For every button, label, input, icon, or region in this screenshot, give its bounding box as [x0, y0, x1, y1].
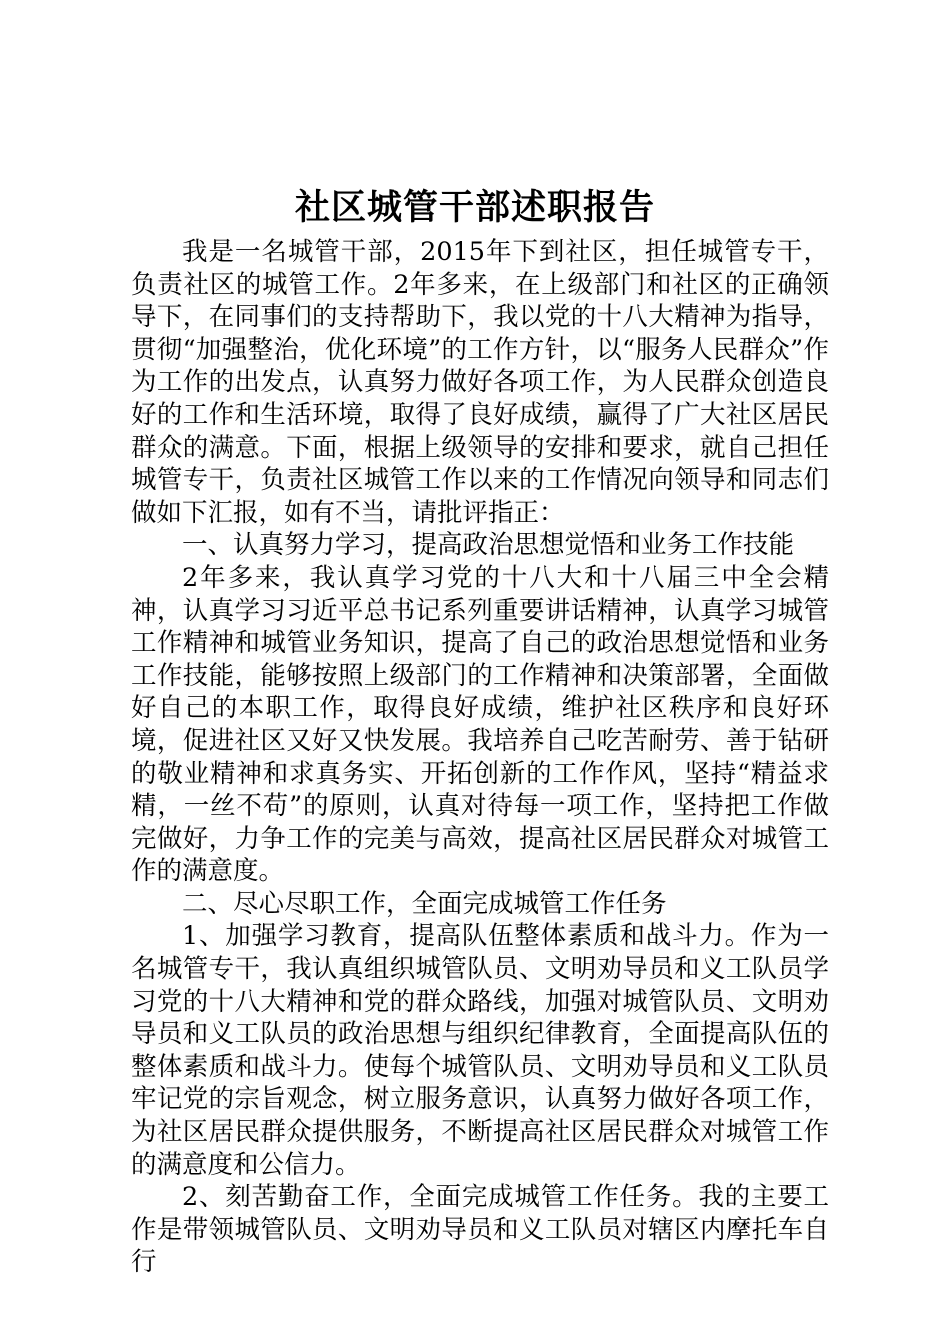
section-heading-2: 二、尽心尽职工作，全面完成城管工作任务	[182, 888, 667, 919]
section-heading-1: 一、认真努力学习，提高政治思想觉悟和业务工作技能	[182, 530, 795, 561]
paragraph-item-2: 2、刻苦勤奋工作，全面完成城管工作任务。我的主要工作是带领城管队员、文明劝导员和义工队员对辖区内摩托车自行	[131, 1182, 829, 1278]
document-title: 社区城管干部述职报告	[294, 187, 655, 228]
paragraph-study: 2年多来，我认真学习党的十八大和十八届三中全会精神，认真学习习近平总书记系列重要讲话精神，认真学习城管工作精神和城管业务知识，提高了自己的政治思想觉悟和业务工作技能，能够按照上级部门的工作精神和决策部署，全面做好自己的本职工作，取得良好成绩，维护社区秩序和良好环境，促进社区又好又快发展。我培养自己吃苦耐劳、善于钻研的敬业精神和求真务实、开拓创新的工作作风，坚持“精益求精，一丝不苟”的原则，认真对待每一项工作，坚持把工作做完做好，力争工作的完美与高效，提高社区居民群众对城管工作的满意度。	[131, 562, 829, 887]
paragraph-intro: 我是一名城管干部，2015年下到社区，担任城管专干，负责社区的城管工作。2年多来，在上级部门和社区的正确领导下，在同事们的支持帮助下，我以党的十八大精神为指导，贯彻“加强整治，优化环境”的工作方针，以“服务人民群众”作为工作的出发点，认真努力做好各项工作，为人民群众创造良好的工作和生活环境，取得了良好成绩，赢得了广大社区居民群众的满意。下面，根据上级领导的安排和要求，就自己担任城管专干，负责社区城管工作以来的工作情况向领导和同志们做如下汇报，如有不当，请批评指正：	[131, 237, 829, 528]
paragraph-item-1: 1、加强学习教育，提高队伍整体素质和战斗力。作为一名城管专干，我认真组织城管队员、文明劝导员和义工队员学习党的十八大精神和党的群众路线，加强对城管队员、文明劝导员和义工队员的政治思想与组织纪律教育，全面提高队伍的整体素质和战斗力。使每个城管队员、文明劝导员和义工队员牢记党的宗旨观念，树立服务意识，认真努力做好各项工作，为社区居民群众提供服务，不断提高社区居民群众对城管工作的满意度和公信力。	[131, 921, 829, 1180]
document-body	[131, 236, 829, 1279]
